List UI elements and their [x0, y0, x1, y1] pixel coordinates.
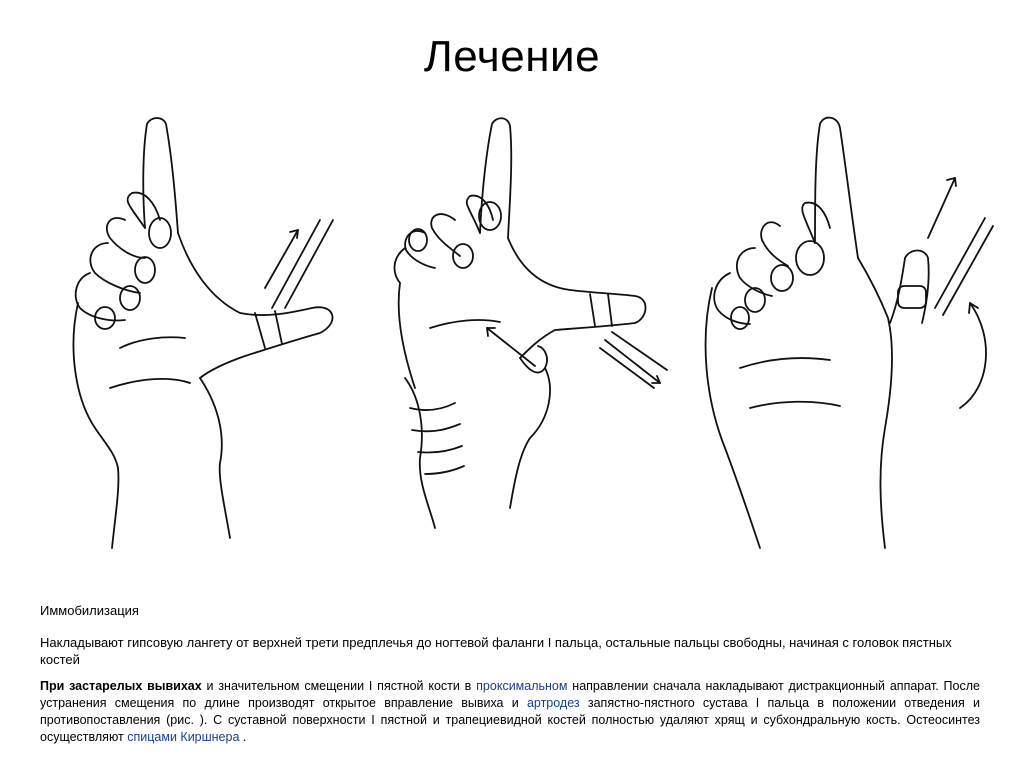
slide-title: Лечение [423, 32, 601, 81]
paragraph-2-text-1: и значительном смещении I пястной кости в [201, 679, 477, 693]
chronic-dislocation-paragraph [40, 678, 980, 746]
immobilization-label: Иммобилизация [40, 603, 139, 618]
link-kirschner-wires[interactable]: спицами Киршнера [127, 730, 240, 744]
immobilization-description: Накладывают гипсовую лангету от верхней трети предплечья до ногтевой фаланги I пальца, остальные пальцы свободны, начиная с головок пястных костей [40, 635, 952, 667]
chronic-dislocation-heading: При застарелых вывихах [40, 679, 202, 693]
paragraph-2-text-2: направлении сначала накладывают дистракционный аппарат. После устранения смещения по длине производят открытое вправление вывиха и [40, 679, 980, 710]
hand-illustration-1 [73, 118, 333, 548]
hand-illustration-2 [395, 118, 667, 528]
hand-illustrations-svg [50, 108, 1000, 558]
hand-illustration-3 [706, 118, 993, 548]
link-arthrodesis[interactable]: артродез [526, 696, 580, 710]
paragraph-2-text-3: запястно-пястного сустава I пальца в положении отведения и противопоставления (рис. ). С суставной поверхности I пястной и трапециевидной костей полностью удаляют хрящ и субхондральную кость. Остеосинтез осуществляют [40, 696, 980, 744]
paragraph-2-text-4: . [239, 730, 247, 744]
link-proximal[interactable]: проксимальном [476, 679, 568, 693]
hand-illustrations-figure [50, 108, 1000, 558]
